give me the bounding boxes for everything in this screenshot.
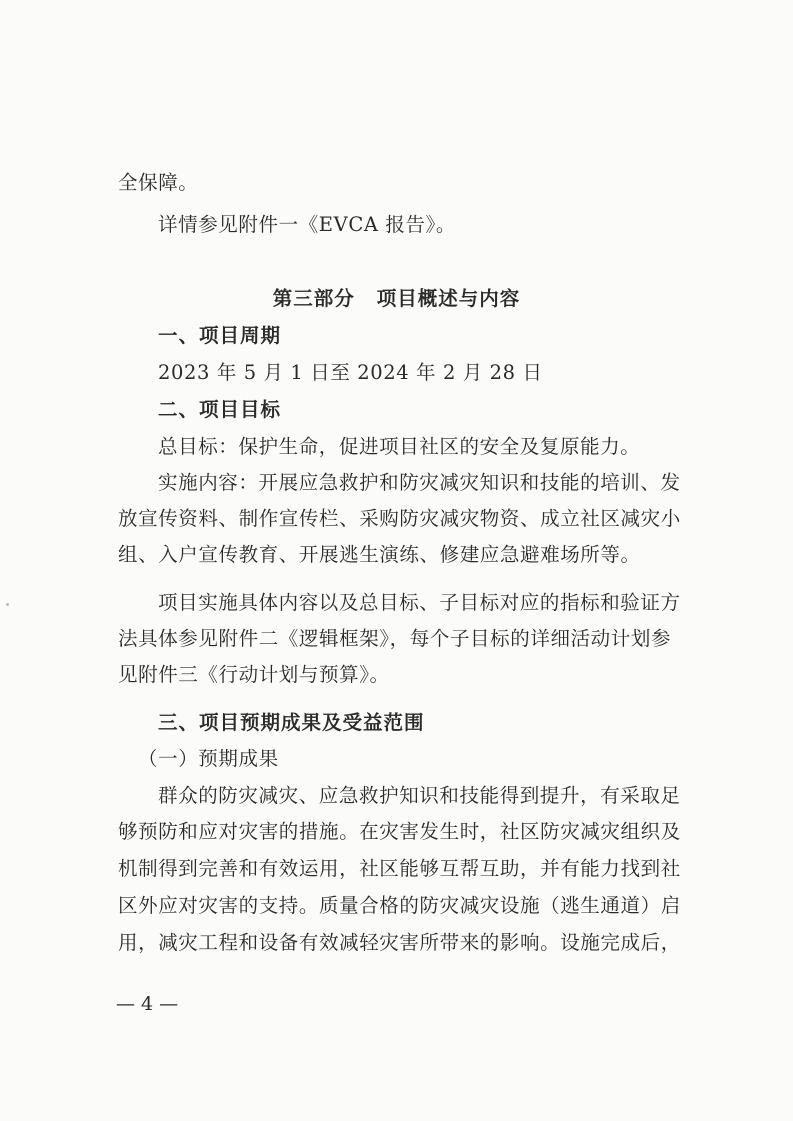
paragraph-line: 群众的防灾减灾、应急救护知识和技能得到提升，有采取足 [158, 784, 681, 807]
section-number: 第三部分 [272, 287, 355, 310]
paragraph-line: 放宣传资料、制作宣传栏、采购防灾减灾物资、成立社区减灾小 [118, 507, 681, 530]
section-name: 项目概述与内容 [376, 287, 521, 310]
paragraph-line: 2023 年 5 月 1 日至 2024 年 2 月 28 日 [158, 361, 543, 384]
paragraph-line: 见附件三《行动计划与预算》。 [118, 663, 390, 686]
heading-project-period: 一、项目周期 [158, 324, 282, 347]
section-title [0, 286, 793, 312]
paragraph-line: 机制得到完善和有效运用，社区能够互帮互助，并有能力找到社 [118, 857, 681, 880]
heading-project-goals: 二、项目目标 [158, 398, 282, 421]
heading-expected-outcomes: 三、项目预期成果及受益范围 [158, 711, 425, 734]
paragraph-line: 详情参见附件一《EVCA 报告》。 [158, 213, 456, 236]
paragraph-line: 总目标：保护生命，促进项目社区的安全及复原能力。 [158, 435, 641, 458]
paragraph-line: 区外应对灾害的支持。质量合格的防灾减灾设施（逃生通道）启 [118, 894, 681, 917]
scan-mark [6, 603, 9, 606]
paragraph-line: 实施内容：开展应急救护和防灾减灾知识和技能的培训、发 [158, 471, 681, 494]
paragraph-line: 用，减灾工程和设备有效减轻灾害所带来的影响。设施完成后， [118, 931, 681, 954]
paragraph-line: 够预防和应对灾害的措施。在灾害发生时，社区防灾减灾组织及 [118, 820, 681, 843]
paragraph-line: 组、入户宣传教育、开展逃生演练、修建应急避难场所等。 [118, 543, 641, 566]
paragraph-line: 全保障。 [118, 171, 199, 194]
paragraph-line: 法具体参见附件二《逻辑框架》，每个子目标的详细活动计划参 [118, 627, 672, 650]
paragraph-line: 项目实施具体内容以及总目标、子目标对应的指标和验证方 [158, 591, 681, 614]
subheading-expected-results: （一）预期成果 [138, 747, 279, 770]
page-number: — 4 — [116, 993, 179, 1015]
